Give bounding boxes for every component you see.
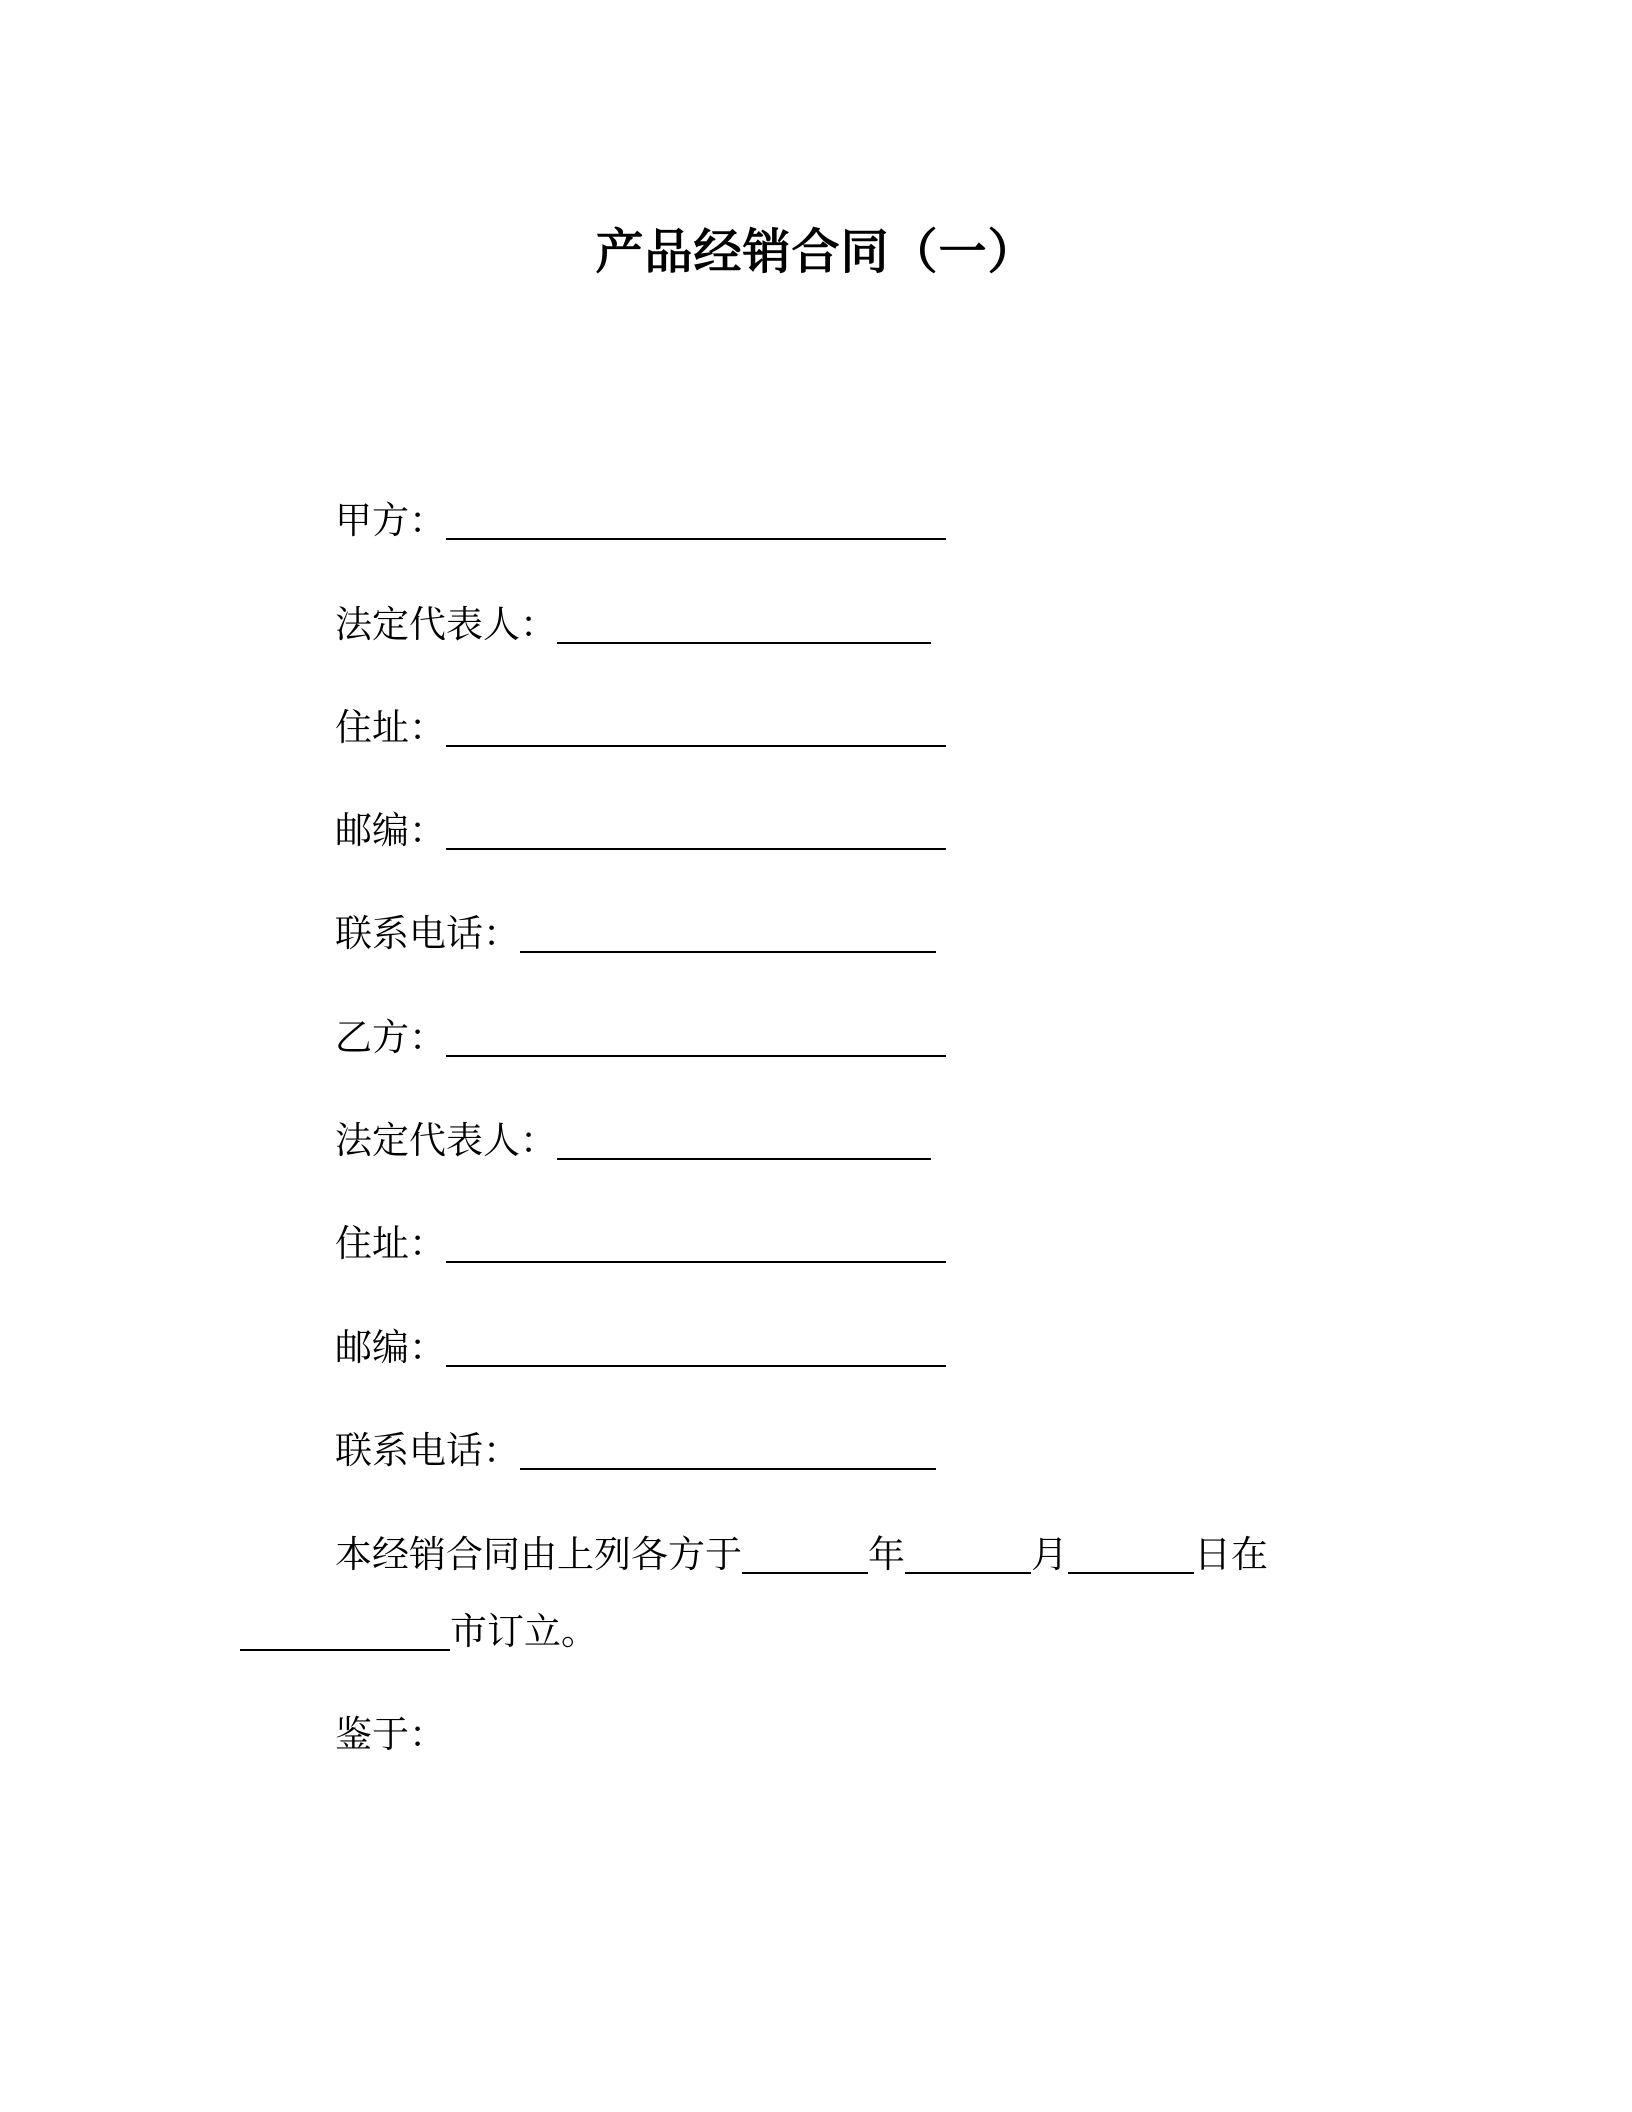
party-b-postcode-blank[interactable] <box>446 1329 946 1367</box>
signing-month-label: 月 <box>1031 1533 1068 1576</box>
party-b-rep-blank[interactable] <box>557 1122 931 1160</box>
whereas-heading <box>335 1710 446 1760</box>
party-b-postcode-field <box>335 1323 946 1373</box>
party-a-postcode-field <box>335 806 946 856</box>
signing-line-2 <box>240 1607 598 1657</box>
party-a-label: 甲方： <box>335 499 446 542</box>
signing-intro: 本经销合同由上列各方于 <box>335 1533 742 1576</box>
party-a-address-field <box>335 703 946 753</box>
signing-city-label: 市订立。 <box>450 1610 598 1653</box>
party-b-rep-label: 法定代表人： <box>335 1119 557 1162</box>
whereas-label: 鉴于： <box>335 1713 446 1756</box>
party-b-blank[interactable] <box>446 1019 946 1057</box>
party-a-rep-label: 法定代表人： <box>335 603 557 646</box>
party-b-label: 乙方： <box>335 1016 446 1059</box>
party-a-postcode-label: 邮编： <box>335 809 446 852</box>
signing-day-blank[interactable] <box>1068 1536 1194 1574</box>
party-a-address-blank[interactable] <box>446 709 946 747</box>
party-b-phone-field <box>335 1426 936 1476</box>
party-a-rep-field <box>335 600 931 650</box>
signing-month-blank[interactable] <box>905 1536 1031 1574</box>
party-b-address-field <box>335 1219 946 1269</box>
signing-line-1 <box>335 1530 1268 1580</box>
party-b-phone-label: 联系电话： <box>335 1429 520 1472</box>
party-b-address-label: 住址： <box>335 1222 446 1265</box>
party-b-postcode-label: 邮编： <box>335 1326 446 1369</box>
party-a-phone-blank[interactable] <box>520 915 936 953</box>
party-a-blank[interactable] <box>446 502 946 540</box>
party-b-rep-field <box>335 1116 931 1166</box>
party-a-rep-blank[interactable] <box>557 606 931 644</box>
party-a-address-label: 住址： <box>335 706 446 749</box>
party-a-field <box>335 496 946 546</box>
party-b-field <box>335 1013 946 1063</box>
page-title: 产品经销合同（一） <box>595 224 1037 280</box>
party-a-phone-label: 联系电话： <box>335 912 520 955</box>
party-b-address-blank[interactable] <box>446 1225 946 1263</box>
signing-city-blank[interactable] <box>240 1613 450 1651</box>
signing-year-blank[interactable] <box>742 1536 868 1574</box>
signing-day-label: 日在 <box>1194 1533 1268 1576</box>
party-a-phone-field <box>335 909 936 959</box>
signing-year-label: 年 <box>868 1533 905 1576</box>
party-b-phone-blank[interactable] <box>520 1432 936 1470</box>
party-a-postcode-blank[interactable] <box>446 812 946 850</box>
